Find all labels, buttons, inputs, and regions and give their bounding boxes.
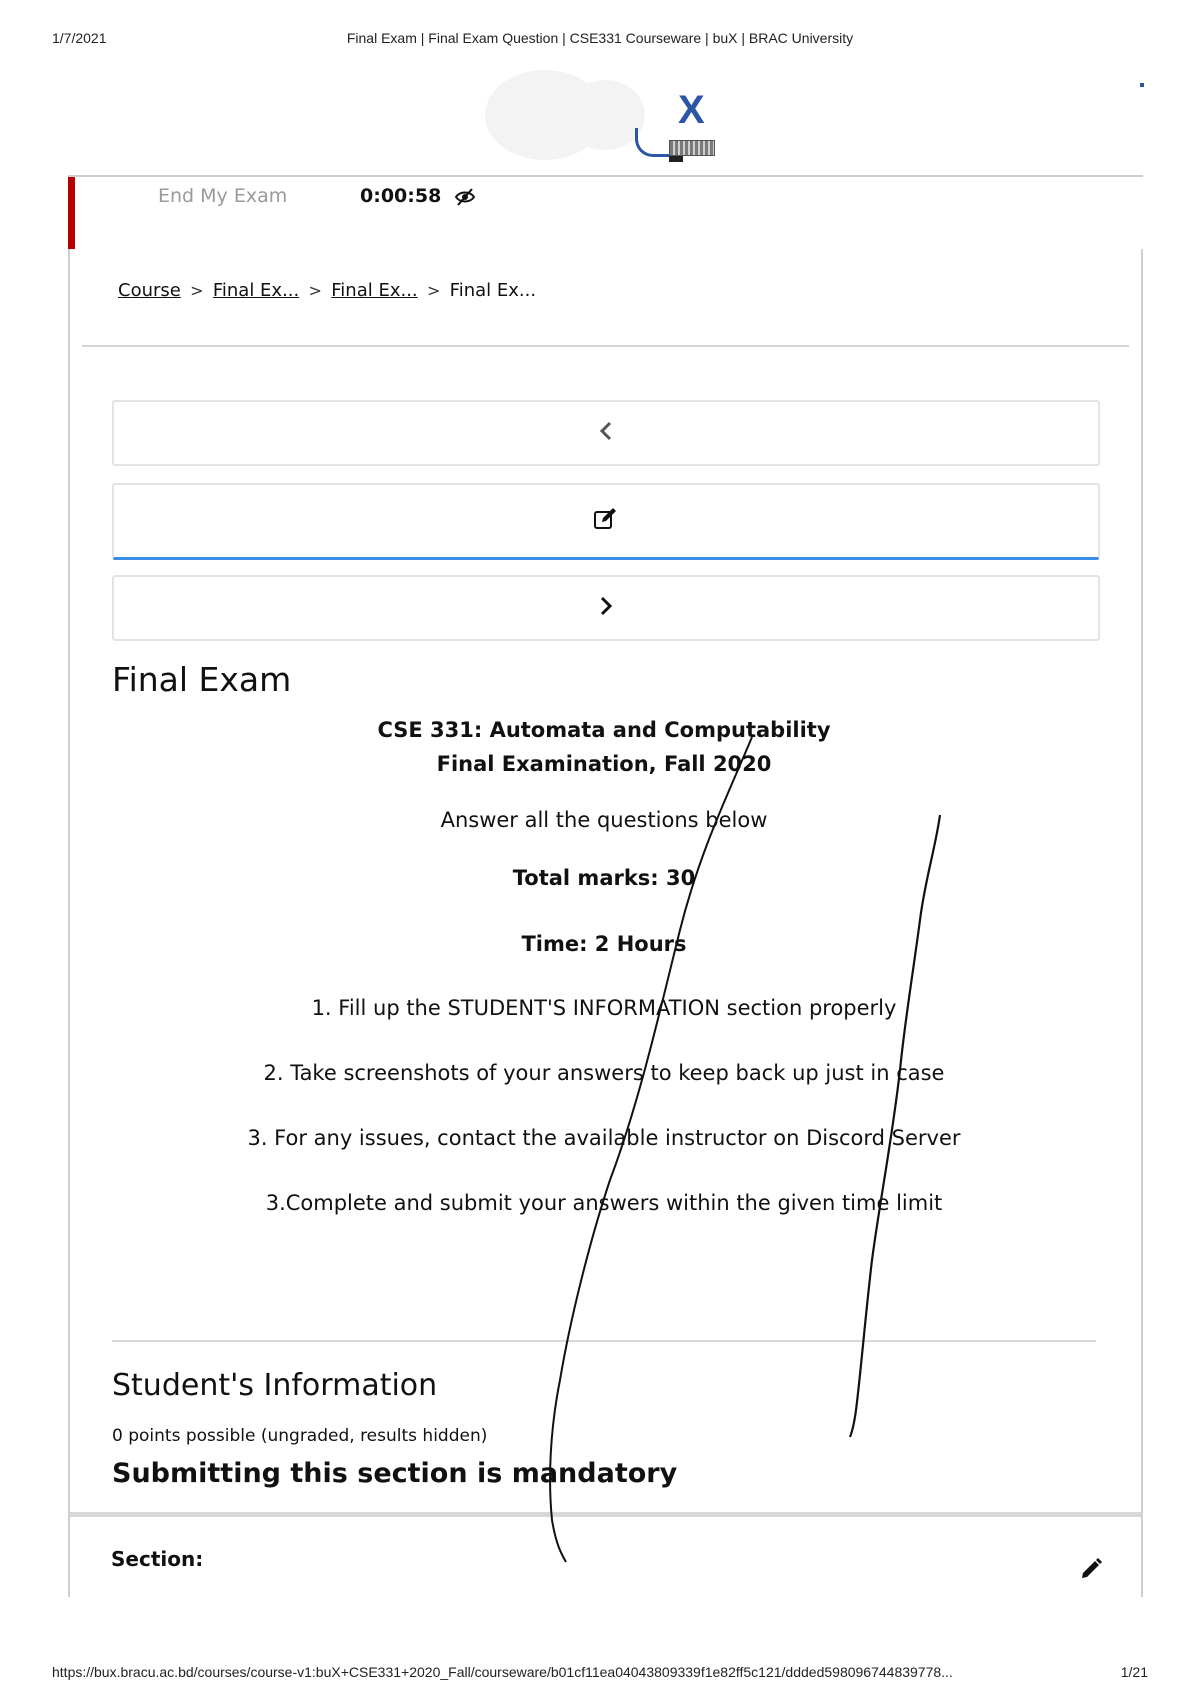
breadcrumb-separator: >	[308, 281, 322, 300]
rule-item: 3. For any issues, contact the available instructor on Discord Server	[247, 1126, 961, 1150]
decorative-dot	[1140, 83, 1144, 87]
page-number: 1/21	[1120, 1664, 1148, 1680]
print-header	[52, 30, 1148, 50]
edit-icon	[593, 507, 619, 535]
exam-title: Final Examination, Fall 2020	[436, 752, 772, 776]
breadcrumb-separator: >	[426, 281, 441, 300]
breadcrumb-separator: >	[190, 281, 204, 300]
pencil-icon[interactable]	[1079, 1557, 1103, 1581]
rule-item: 1. Fill up the STUDENT'S INFORMATION section properly	[311, 996, 897, 1020]
print-footer	[52, 1664, 1148, 1684]
chevron-left-icon	[598, 420, 614, 446]
page-url: https://bux.bracu.ac.bd/courses/course-v1:buX+CSE331+2020_Fall/courseware/b01cf11ea04043809339f1e82ff5c121/ddded598096744839778...	[52, 1664, 953, 1680]
section-divider	[112, 1340, 1096, 1342]
section-label: Section:	[111, 1547, 204, 1571]
exam-timer: 0:00:58	[360, 185, 442, 207]
next-unit-button[interactable]	[112, 575, 1100, 641]
current-unit-tab[interactable]	[112, 483, 1100, 560]
rule-item: 3.Complete and submit your answers within the given time limit	[265, 1191, 943, 1215]
breadcrumb-subsection[interactable]: Final Ex...	[331, 280, 418, 301]
breadcrumb-divider	[82, 345, 1129, 347]
exam-instructions	[112, 718, 1096, 1215]
course-title: CSE 331: Automata and Computability	[377, 718, 831, 742]
exam-time: Time: 2 Hours	[521, 932, 687, 956]
previous-unit-button[interactable]	[112, 400, 1100, 466]
breadcrumb	[118, 280, 536, 301]
end-exam-button[interactable]: End My Exam	[158, 185, 288, 207]
breadcrumb-course[interactable]: Course	[118, 280, 181, 301]
breadcrumb-section[interactable]: Final Ex...	[212, 280, 300, 301]
eye-slash-icon[interactable]	[454, 186, 476, 208]
bux-logo: X	[515, 70, 715, 170]
exam-indicator-bar	[68, 177, 75, 249]
mandatory-notice: Submitting this section is mandatory	[112, 1458, 678, 1489]
total-marks: Total marks: 30	[512, 866, 696, 890]
print-page-title: Final Exam | Final Exam Question | CSE331 Courseware | buX | BRAC University	[346, 30, 854, 46]
points-info: 0 points possible (ungraded, results hidden)	[112, 1426, 488, 1446]
section-question-panel	[70, 1512, 1141, 1601]
breadcrumb-current: Final Ex...	[449, 280, 537, 301]
chevron-right-icon	[598, 595, 614, 621]
student-info-heading: Student's Information	[112, 1368, 438, 1403]
print-date: 1/7/2021	[52, 30, 107, 46]
unit-heading: Final Exam	[112, 660, 292, 699]
rule-item: 2. Take screenshots of your answers to keep back up just in case	[263, 1061, 945, 1085]
instruction-text: Answer all the questions below	[440, 808, 768, 832]
